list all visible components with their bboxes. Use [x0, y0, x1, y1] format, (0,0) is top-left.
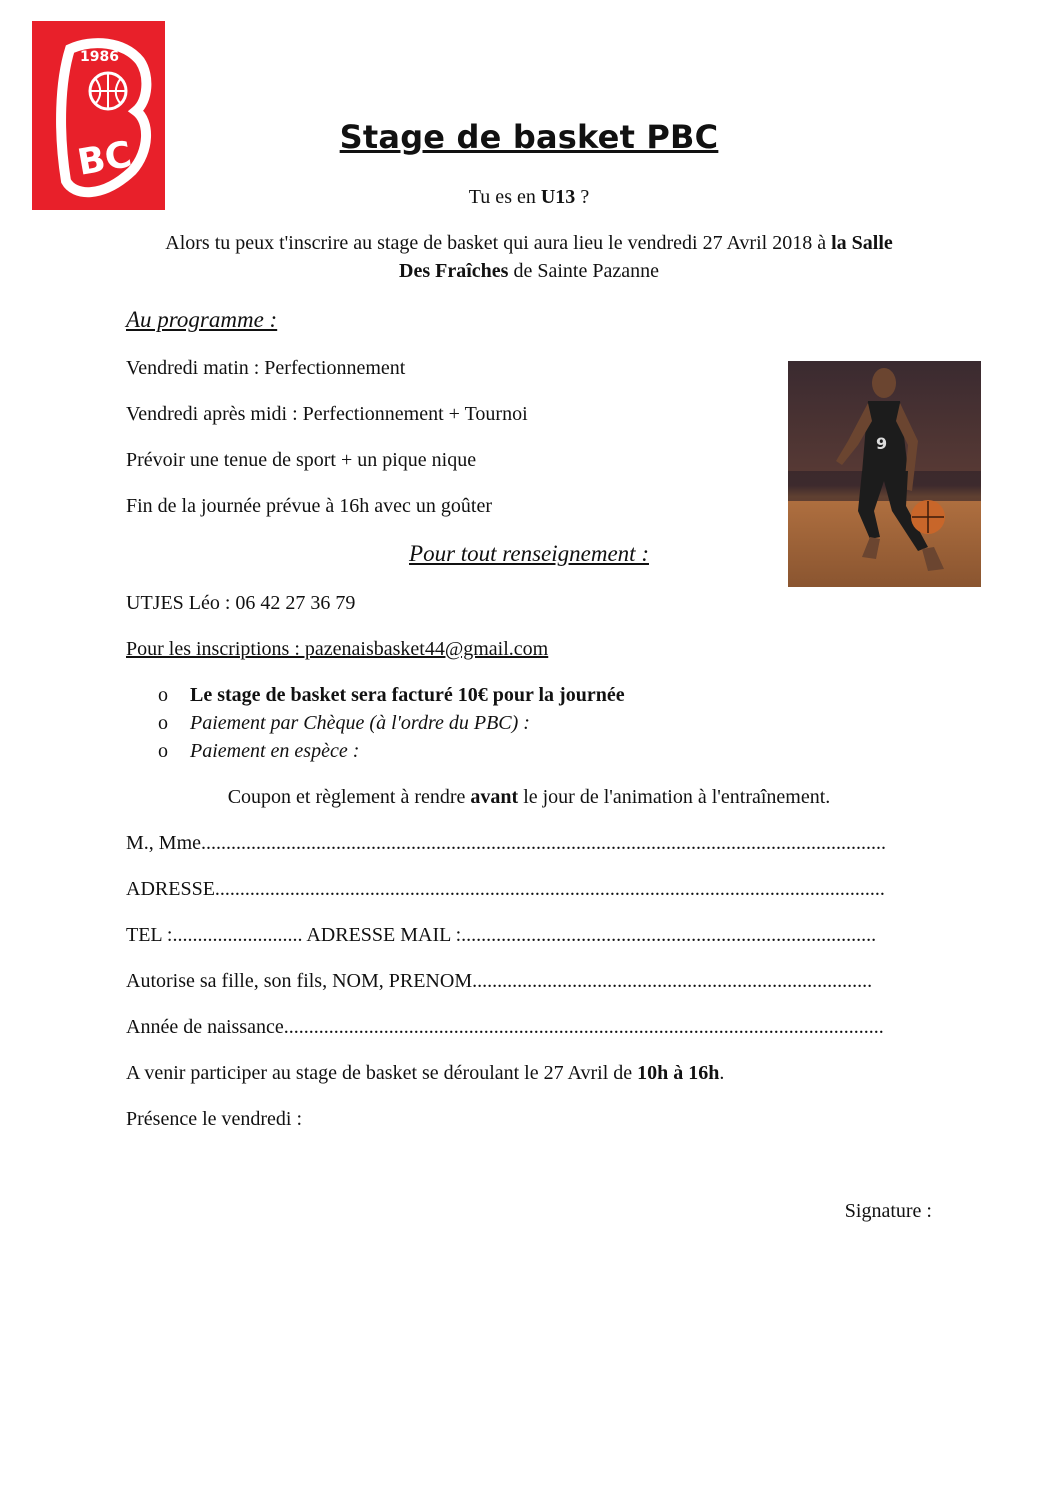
- programme-item: Vendredi matin : Perfectionnement: [126, 357, 406, 379]
- intro-line-2: [0, 232, 1058, 255]
- form-participation-statement: [126, 1062, 724, 1085]
- inscriptions-email-link[interactable]: Pour les inscriptions : pazenaisbasket44@gmail.com: [126, 638, 549, 660]
- intro-text-end: ?: [575, 186, 590, 208]
- coupon-text-end: le jour de l'animation à l'entraînement.: [518, 786, 831, 808]
- intro-line-3: [0, 260, 1058, 283]
- bullet-text: Le stage de basket sera facturé 10€ pour la journée: [190, 684, 625, 706]
- intro-level: U13: [540, 186, 576, 208]
- programme-item: Fin de la journée prévue à 16h avec un goûter: [126, 495, 492, 517]
- bullet-text: Paiement par Chèque (à l'ordre du PBC) :: [190, 712, 530, 734]
- bullet-price: [158, 684, 625, 707]
- form-signature-field[interactable]: Signature :: [844, 1200, 932, 1222]
- programme-item: Vendredi après midi : Perfectionnement + Tournoi: [126, 403, 528, 425]
- info-heading: Pour tout renseignement :: [409, 541, 649, 566]
- participation-text: A venir participer au stage de basket se déroulant le 27 Avril de: [126, 1062, 638, 1084]
- form-tel-email-field[interactable]: TEL :.......................... ADRESSE MAIL :...................................................................................: [126, 924, 877, 946]
- participation-text-end: .: [719, 1062, 725, 1084]
- bullet-cash: [158, 740, 359, 763]
- programme-heading: Au programme :: [126, 307, 278, 332]
- coupon-text: Coupon et règlement à rendre: [227, 786, 471, 808]
- svg-text:BC: BC: [74, 134, 135, 184]
- bullet-marker-icon: o: [158, 712, 168, 734]
- bullet-cheque: [158, 712, 530, 735]
- form-authorize-field[interactable]: Autorise sa fille, son fils, NOM, PRENOM................................................................................: [126, 970, 873, 992]
- coupon-deadline: avant: [470, 786, 519, 808]
- bullet-marker-icon: o: [158, 684, 168, 706]
- club-logo: [32, 21, 165, 210]
- intro-line-1: [0, 186, 1058, 209]
- pbc-logo-icon: [32, 21, 165, 210]
- coupon-instructions: [0, 786, 1058, 809]
- intro-venue-part1: la Salle: [831, 232, 893, 254]
- form-name-field[interactable]: M., Mme.........................................................................................................................................: [126, 832, 886, 854]
- svg-text:1986: 1986: [80, 49, 119, 65]
- intro-description: Alors tu peux t'inscrire au stage de basket qui aura lieu le vendredi 27 Avril 2018 à: [165, 232, 832, 254]
- intro-venue-part2: Des Fraîches: [399, 260, 509, 282]
- svg-text:9: 9: [876, 434, 888, 453]
- participation-hours: 10h à 16h: [637, 1062, 720, 1084]
- contact-phone: UTJES Léo : 06 42 27 36 79: [126, 592, 356, 614]
- form-presence-field[interactable]: Présence le vendredi :: [126, 1108, 303, 1130]
- programme-item: Prévoir une tenue de sport + un pique nique: [126, 449, 477, 471]
- bullet-marker-icon: o: [158, 740, 168, 762]
- intro-text: Tu es en: [468, 186, 541, 208]
- page-title: Stage de basket PBC: [339, 118, 719, 156]
- form-address-field[interactable]: ADRESSE......................................................................................................................................: [126, 878, 885, 900]
- form-birth-year-field[interactable]: Année de naissance........................................................................................................................: [126, 1016, 884, 1038]
- bullet-text: Paiement en espèce :: [190, 740, 360, 762]
- intro-location: de Sainte Pazanne: [508, 260, 659, 282]
